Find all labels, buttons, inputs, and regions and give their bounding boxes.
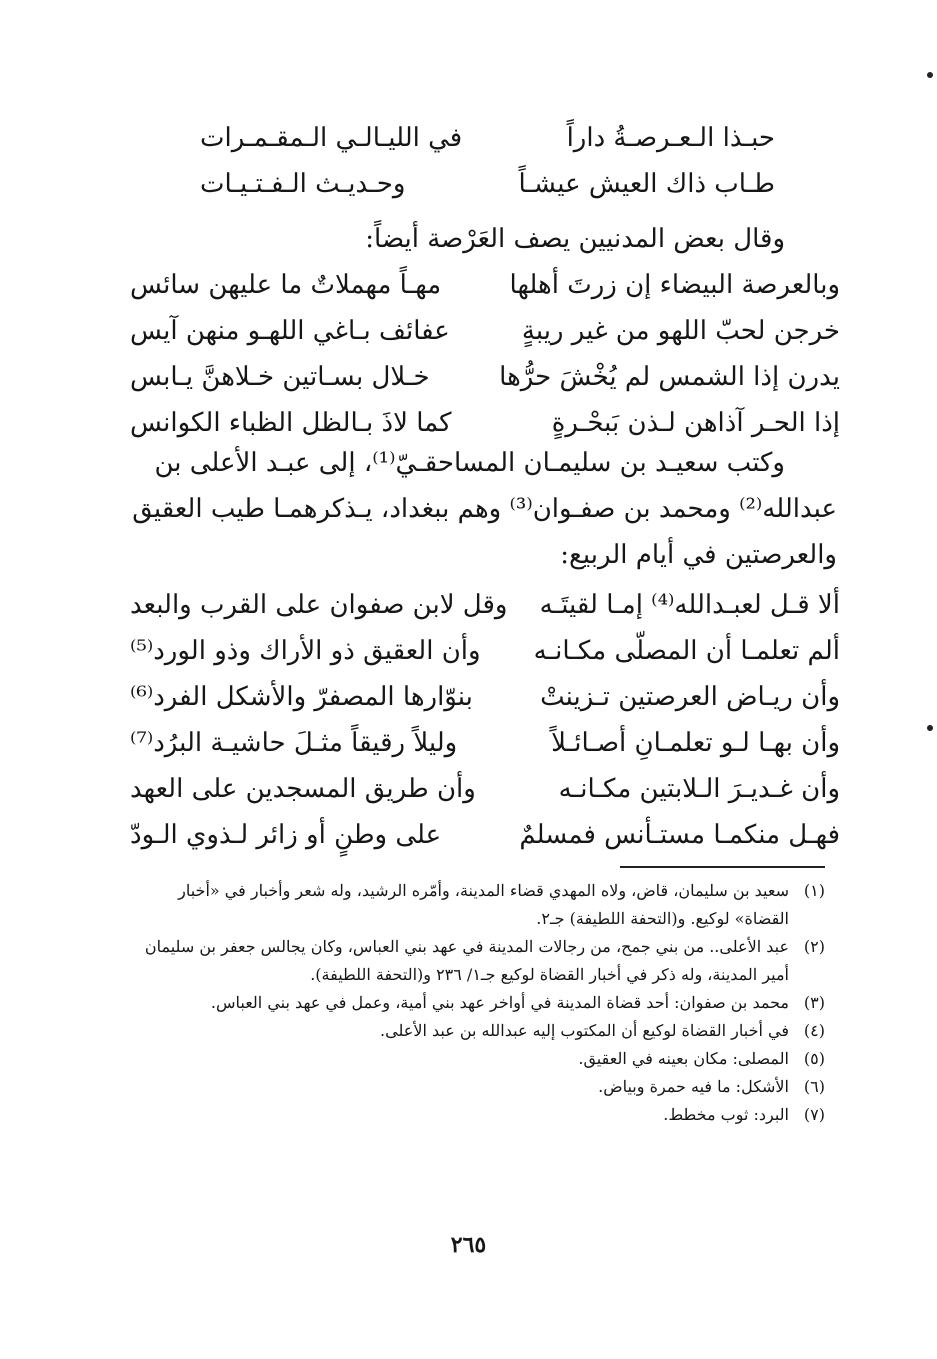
scan-speck bbox=[927, 725, 933, 731]
verse-second-hemistich: وأن طريق المسجدين على العهد bbox=[130, 774, 476, 804]
footnote-number: (٥) bbox=[803, 1049, 825, 1068]
verse-second-hemistich: في الليـالـي الـمقـمـرات bbox=[200, 123, 463, 153]
verse-row bbox=[130, 720, 840, 766]
verse-first-hemistich: ألا قـل لعبـدالله⁽⁴⁾ إمـا لقيتَـه bbox=[539, 590, 840, 620]
verse-first-hemistich: ألم تعلمـا أن المصلّى مكـانـه bbox=[533, 636, 840, 666]
footnote bbox=[132, 1101, 825, 1129]
footnote-text: سعيد بن سليمان، قاض، ولاه المهدي قضاء المدينة، وأمّره الرشيد، وله شعر وأخبار في «أخبار القضاة» لوكيع. و(التحفة اللطيفة) جـ٢. bbox=[178, 881, 789, 928]
verse-row bbox=[130, 812, 840, 858]
footnote bbox=[132, 877, 825, 933]
prose-line: عبدالله⁽²⁾ ومحمد بن صفـوان⁽³⁾ وهم ببغداد، يـذكرهمـا طيب العقيق bbox=[132, 494, 837, 524]
verse-second-hemistich: وأن العقيق ذو الأراك وذو الورد⁽⁵⁾ bbox=[130, 636, 481, 666]
footnote bbox=[132, 933, 825, 989]
verse-second-hemistich: عفائف بـاغي اللهـو منهن آيس bbox=[130, 316, 450, 346]
poem-2 bbox=[130, 262, 840, 446]
footnote-text: محمد بن صفوان: أحد قضاة المدينة في أواخر عهد بني أمية، وعمل في عهد بني العباس. bbox=[210, 993, 789, 1012]
verse-first-hemistich: وأن غـديـرَ الـلابتين مكـانـه bbox=[558, 774, 840, 804]
verse-row bbox=[130, 308, 840, 354]
verse-second-hemistich: وحـديـث الـفـتـيـات bbox=[200, 169, 406, 199]
footnote-number: (١) bbox=[803, 881, 825, 900]
footnote-separator bbox=[620, 866, 825, 868]
verse-row bbox=[130, 262, 840, 308]
footnote-number: (٦) bbox=[803, 1077, 825, 1096]
verse-second-hemistich: مهـاً مهملاتٌ ما عليهن سائس bbox=[130, 270, 442, 300]
poem-3 bbox=[130, 582, 840, 858]
verse-first-hemistich: وأن بهـا لـو تعلمـانِ أصـائـلاً bbox=[551, 728, 840, 758]
verse-row bbox=[130, 766, 840, 812]
verse-second-hemistich: وليلاً رقيقاً مثـلَ حاشيـة البرُد⁽⁷⁾ bbox=[130, 728, 458, 758]
poem-1 bbox=[200, 115, 775, 207]
footnote-number: (٧) bbox=[803, 1105, 825, 1124]
verse-second-hemistich: خـلال بسـاتين خـلاهنَّ يـابس bbox=[130, 362, 430, 392]
verse-second-hemistich: على وطنٍ أو زائر لـذوي الـودّ bbox=[130, 820, 442, 850]
verse-second-hemistich: وقل لابن صفوان على القرب والبعد bbox=[130, 590, 508, 620]
footnote bbox=[132, 1017, 825, 1045]
footnotes bbox=[132, 877, 825, 1129]
footnote-text: الأشكل: ما فيه حمرة وبياض. bbox=[598, 1077, 789, 1096]
footnote-text: عبد الأعلى.. من بني جمح، من رجالات المدينة في عهد بني العباس، وكان يجالس جعفر بن سليمان أمير المدينة، وله ذكر في أخبار القضاة لوكيع جـ١/ ٢٣٦ و(التحفة اللطيفة). bbox=[144, 937, 789, 984]
verse-row bbox=[130, 628, 840, 674]
footnote bbox=[132, 989, 825, 1017]
verse-first-hemistich: فهـل منكمـا مستـأنس فمسلمٌ bbox=[519, 820, 840, 850]
verse-first-hemistich: يدرن إذا الشمس لم يُخْشَ حرُّها bbox=[499, 362, 840, 392]
verse-first-hemistich: خرجن لحبّ اللهو من غير ريبةٍ bbox=[521, 316, 840, 346]
verse-row bbox=[200, 161, 775, 207]
verse-first-hemistich: طـاب ذاك العيش عيشـاً bbox=[518, 169, 775, 199]
footnote-number: (٣) bbox=[803, 993, 825, 1012]
prose-line: والعرصتين في أيام الربيع: bbox=[560, 540, 837, 570]
verse-first-hemistich: وأن ريـاض العرصتين تـزينتْ bbox=[540, 682, 840, 712]
footnote bbox=[132, 1045, 825, 1073]
footnote-text: في أخبار القضاة لوكيع أن المكتوب إليه عبدالله بن عبد الأعلى. bbox=[380, 1021, 789, 1040]
verse-first-hemistich: وبالعرصة البيضاء إن زرتَ أهلها bbox=[509, 270, 840, 300]
footnote-number: (٢) bbox=[803, 937, 825, 956]
footnote-text: البرد: ثوب مخطط. bbox=[663, 1105, 789, 1124]
footnote-text: المصلى: مكان بعينه في العقيق. bbox=[578, 1049, 789, 1068]
verse-row bbox=[130, 674, 840, 720]
scan-speck bbox=[927, 72, 933, 78]
verse-row bbox=[130, 582, 840, 628]
verse-second-hemistich: بنوّارها المصفرّ والأشكل الفرد⁽⁶⁾ bbox=[130, 682, 473, 712]
footnote-number: (٤) bbox=[803, 1021, 825, 1040]
prose-line: وكتب سعيـد بن سليمـان المساحقـيّ⁽¹⁾، إلى عبـد الأعلى بن bbox=[154, 448, 785, 478]
verse-second-hemistich: كما لاذَ بـالظل الظباء الكوانس bbox=[130, 408, 452, 438]
verse-row bbox=[200, 115, 775, 161]
verse-first-hemistich: إذا الحـر آذاهن لـذن بَبحْـرةٍ bbox=[551, 408, 840, 438]
footnote bbox=[132, 1073, 825, 1101]
page-number: ٢٦٥ bbox=[450, 1232, 487, 1258]
verse-row bbox=[130, 354, 840, 400]
verse-first-hemistich: حبـذا الـعـرصـةُ داراً bbox=[566, 123, 775, 153]
intro-line: وقال بعض المدنيين يصف العَرْصة أيضاً: bbox=[365, 224, 785, 254]
